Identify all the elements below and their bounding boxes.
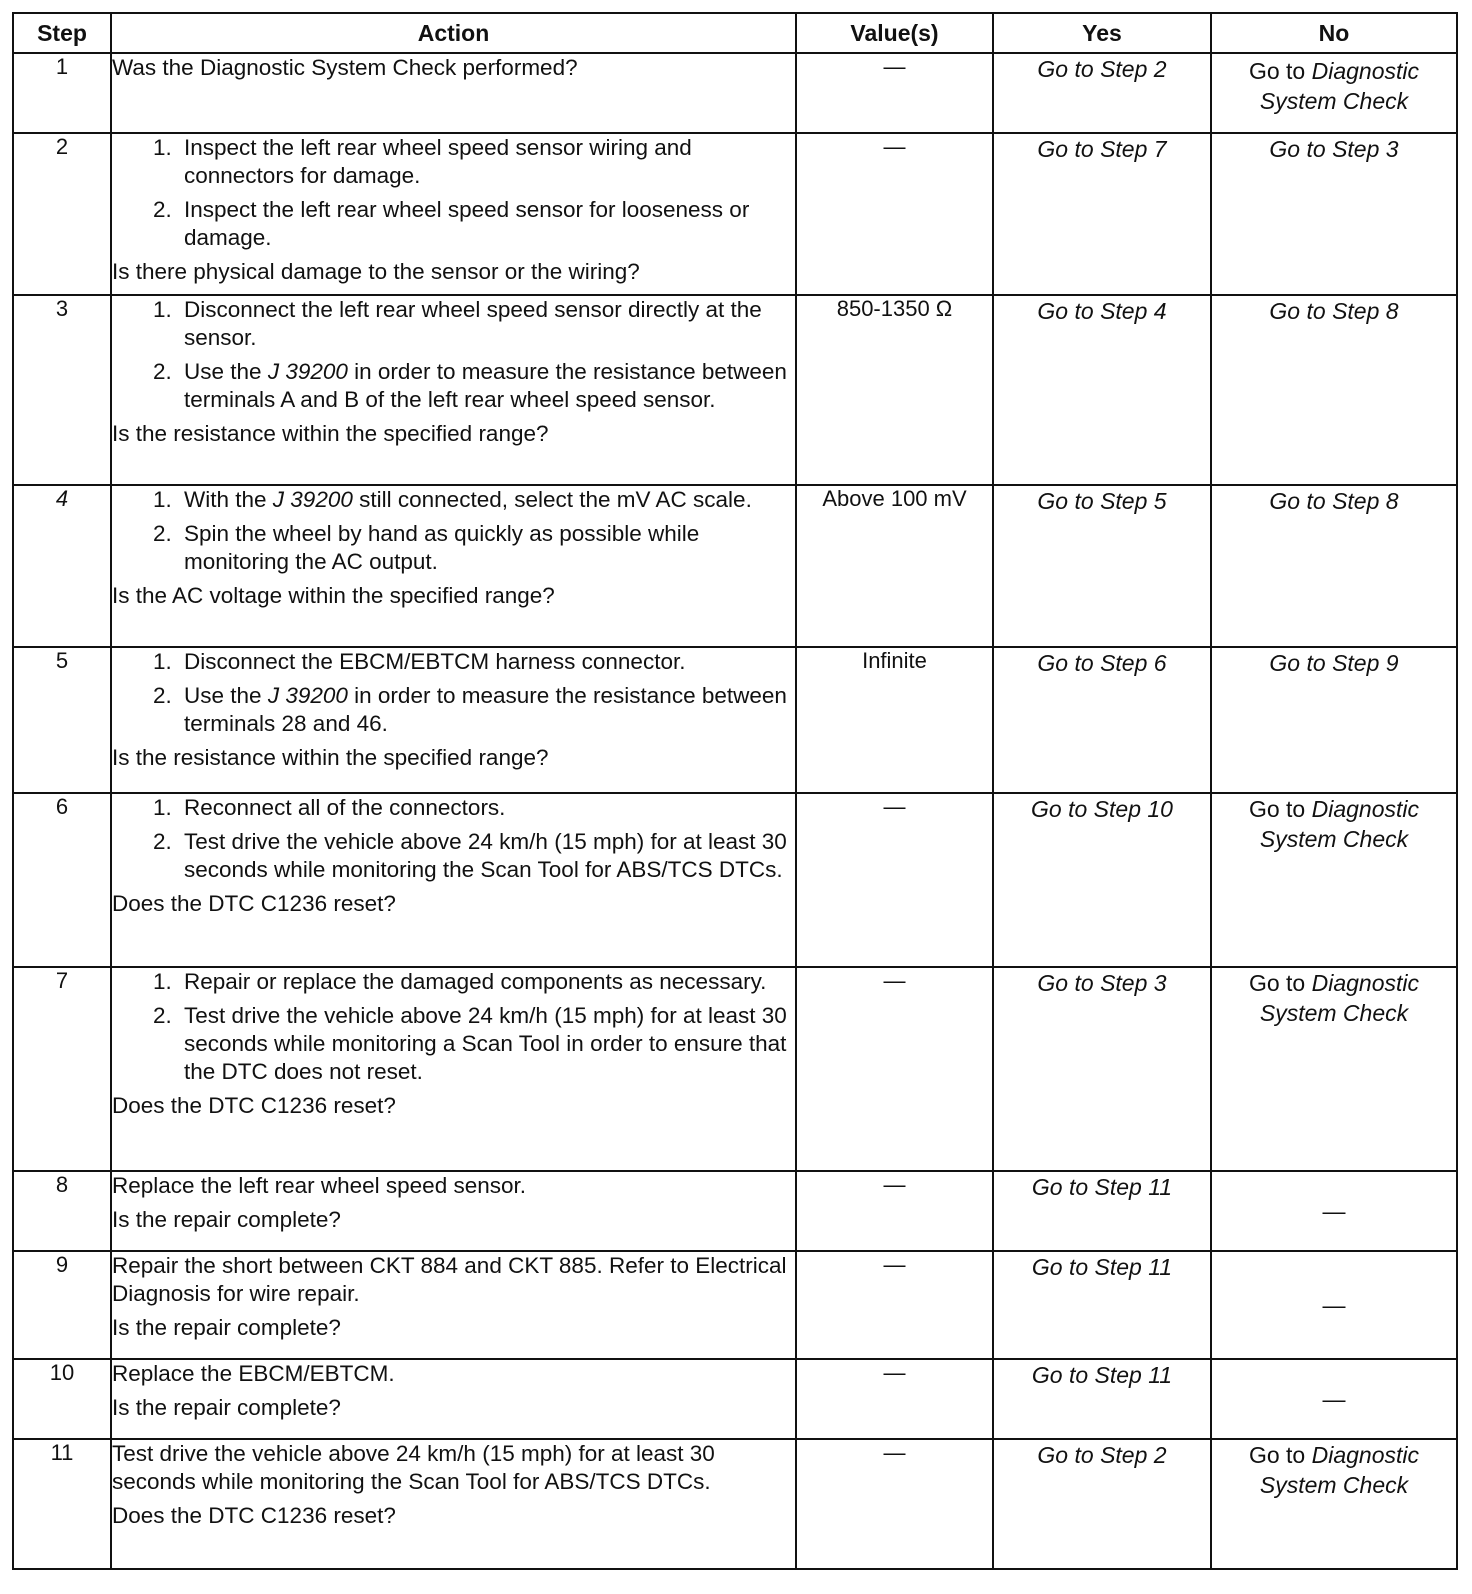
step-number: 4 — [13, 485, 111, 647]
yes-cell — [993, 295, 1211, 485]
action-cell — [111, 1439, 796, 1569]
no-cell: — — [1211, 1359, 1457, 1439]
substep: 2. Test drive the vehicle above 24 km/h (15 mph) for at least 30 seconds while monitoring the Scan Tool for ABS/TCS DTCs. — [178, 828, 795, 884]
goto-link[interactable]: Go to Step 8 — [1269, 298, 1399, 324]
table-row — [13, 1171, 1457, 1251]
no-cell — [1211, 1439, 1457, 1569]
action-text: Repair the short between CKT 884 and CKT 885. Refer to Electrical Diagnosis for wire repair. — [112, 1253, 787, 1306]
substep: 1. Repair or replace the damaged components as necessary. — [178, 968, 795, 996]
goto-prefix: Go to — [1248, 58, 1306, 84]
action-cell — [111, 295, 796, 485]
no-cell — [1211, 53, 1457, 133]
goto-link[interactable]: Go to Step 7 — [1037, 136, 1167, 162]
yes-cell — [993, 1171, 1211, 1251]
substep: 1. Reconnect all of the connectors. — [178, 794, 795, 822]
goto-link[interactable]: Go to Step 11 — [1031, 1362, 1173, 1388]
action-text: Replace the EBCM/EBTCM. — [112, 1361, 395, 1386]
no-cell — [1211, 295, 1457, 485]
goto-link[interactable]: Go to Step 9 — [1269, 650, 1399, 676]
goto-link[interactable]: Go to Step 3 — [1037, 970, 1167, 996]
value-cell: — — [796, 793, 993, 967]
no-cell — [1211, 967, 1457, 1171]
step-number: 7 — [13, 967, 111, 1171]
action-question: Is the AC voltage within the specified range? — [112, 583, 555, 608]
step-number: 9 — [13, 1251, 111, 1359]
table-row — [13, 1251, 1457, 1359]
action-cell — [111, 647, 796, 793]
tool-reference: J 39200 — [267, 359, 348, 384]
value-cell: Infinite — [796, 647, 993, 793]
step-number: 6 — [13, 793, 111, 967]
substep: 2. Spin the wheel by hand as quickly as possible while monitoring the AC output. — [178, 520, 795, 576]
action-question: Is the resistance within the specified range? — [112, 745, 549, 770]
value-cell: 850-1350 Ω — [796, 295, 993, 485]
action-question: Is the resistance within the specified range? — [112, 421, 549, 446]
action-question: Is the repair complete? — [112, 1395, 341, 1420]
substep — [178, 682, 795, 738]
value-cell: — — [796, 133, 993, 295]
yes-cell — [993, 53, 1211, 133]
goto-link[interactable]: Go to Step 6 — [1037, 650, 1167, 676]
action-substeps — [112, 794, 795, 884]
value-cell: Above 100 mV — [796, 485, 993, 647]
yes-cell — [993, 1251, 1211, 1359]
substep-text: in order to measure the resistance between terminals 28 and 46. — [184, 683, 787, 736]
action-question: Is the repair complete? — [112, 1207, 341, 1232]
substep: 1. Inspect the left rear wheel speed sensor wiring and connectors for damage. — [178, 134, 795, 190]
no-cell: — — [1211, 1251, 1457, 1359]
step-number: 5 — [13, 647, 111, 793]
step-number: 8 — [13, 1171, 111, 1251]
no-cell: — — [1211, 1171, 1457, 1251]
action-substeps — [112, 486, 795, 576]
substep-text: still connected, select the mV AC scale. — [359, 487, 752, 512]
substep: 2. Inspect the left rear wheel speed sensor for looseness or damage. — [178, 196, 795, 252]
value-cell: — — [796, 967, 993, 1171]
action-cell — [111, 53, 796, 133]
diagnostic-table — [12, 12, 1458, 1570]
substep: 1. Disconnect the EBCM/EBTCM harness connector. — [178, 648, 795, 676]
action-substeps — [112, 296, 795, 414]
goto-link[interactable]: Go to Step 2 — [1037, 1442, 1167, 1468]
no-cell — [1211, 647, 1457, 793]
value-cell: — — [796, 1359, 993, 1439]
header-no: No — [1211, 13, 1457, 53]
action-substeps — [112, 648, 795, 738]
action-substeps — [112, 968, 795, 1086]
step-number: 3 — [13, 295, 111, 485]
goto-link[interactable]: Go to Step 3 — [1269, 136, 1399, 162]
table-row — [13, 53, 1457, 133]
substep: 2. Test drive the vehicle above 24 km/h (15 mph) for at least 30 seconds while monitoring a Scan Tool in order to ensure that the DTC does not reset. — [178, 1002, 795, 1086]
goto-link[interactable]: Go to Step 2 — [1037, 56, 1167, 82]
yes-cell — [993, 647, 1211, 793]
yes-cell — [993, 967, 1211, 1171]
goto-link[interactable]: Go to Step 10 — [1031, 796, 1173, 822]
action-text: Replace the left rear wheel speed sensor. — [112, 1173, 526, 1198]
action-cell — [111, 1359, 796, 1439]
diagnostic-system-check-link[interactable]: Diagnostic System Check — [1259, 1442, 1420, 1498]
goto-link[interactable]: Go to Step 4 — [1037, 298, 1167, 324]
step-number: 11 — [13, 1439, 111, 1569]
action-cell — [111, 133, 796, 295]
no-cell — [1211, 485, 1457, 647]
header-yes: Yes — [993, 13, 1211, 53]
diagnostic-system-check-link[interactable]: Diagnostic System Check — [1259, 796, 1420, 852]
table-row — [13, 793, 1457, 967]
yes-cell — [993, 793, 1211, 967]
table-row — [13, 485, 1457, 647]
substep-text: in order to measure the resistance between terminals A and B of the left rear wheel speed sensor. — [184, 359, 787, 412]
action-cell — [111, 793, 796, 967]
header-row — [13, 13, 1457, 53]
action-text: Test drive the vehicle above 24 km/h (15 mph) for at least 30 seconds while monitoring the Scan Tool for ABS/TCS DTCs. — [112, 1441, 715, 1494]
table-row — [13, 967, 1457, 1171]
goto-link[interactable]: Go to Step 5 — [1037, 488, 1167, 514]
substep-text: Use the — [184, 683, 262, 708]
no-cell — [1211, 133, 1457, 295]
goto-prefix: Go to — [1248, 796, 1306, 822]
table-row — [13, 295, 1457, 485]
yes-cell — [993, 1359, 1211, 1439]
step-number: 1 — [13, 53, 111, 133]
header-step: Step — [13, 13, 111, 53]
yes-cell — [993, 1439, 1211, 1569]
action-cell — [111, 485, 796, 647]
substep — [178, 486, 795, 514]
tool-reference: J 39200 — [267, 683, 348, 708]
substep-text: With the — [184, 487, 267, 512]
action-question: Is there physical damage to the sensor or the wiring? — [112, 259, 640, 284]
goto-prefix: Go to — [1248, 970, 1306, 996]
step-number: 10 — [13, 1359, 111, 1439]
goto-link[interactable]: Go to Step 11 — [1031, 1174, 1173, 1200]
substep-text: Use the — [184, 359, 262, 384]
value-cell: — — [796, 1171, 993, 1251]
no-cell — [1211, 793, 1457, 967]
action-text: Was the Diagnostic System Check performed? — [112, 55, 578, 80]
table-row — [13, 133, 1457, 295]
goto-link[interactable]: Go to Step 11 — [1031, 1254, 1173, 1280]
action-cell — [111, 1251, 796, 1359]
diagnostic-system-check-link[interactable]: Diagnostic System Check — [1259, 58, 1420, 114]
value-cell: — — [796, 1439, 993, 1569]
value-cell: — — [796, 53, 993, 133]
action-cell — [111, 967, 796, 1171]
header-action: Action — [111, 13, 796, 53]
action-question: Is the repair complete? — [112, 1315, 341, 1340]
yes-cell — [993, 485, 1211, 647]
yes-cell — [993, 133, 1211, 295]
header-values: Value(s) — [796, 13, 993, 53]
substep: 1. Disconnect the left rear wheel speed sensor directly at the sensor. — [178, 296, 795, 352]
goto-prefix: Go to — [1248, 1442, 1306, 1468]
goto-link[interactable]: Go to Step 8 — [1269, 488, 1399, 514]
action-cell — [111, 1171, 796, 1251]
tool-reference: J 39200 — [272, 487, 353, 512]
action-question: Does the DTC C1236 reset? — [112, 891, 396, 916]
diagnostic-system-check-link[interactable]: Diagnostic System Check — [1259, 970, 1420, 1026]
value-cell: — — [796, 1251, 993, 1359]
table-row — [13, 647, 1457, 793]
table-row — [13, 1359, 1457, 1439]
step-number: 2 — [13, 133, 111, 295]
table-row — [13, 1439, 1457, 1569]
action-substeps — [112, 134, 795, 252]
action-question: Does the DTC C1236 reset? — [112, 1503, 396, 1528]
substep — [178, 358, 795, 414]
action-question: Does the DTC C1236 reset? — [112, 1093, 396, 1118]
